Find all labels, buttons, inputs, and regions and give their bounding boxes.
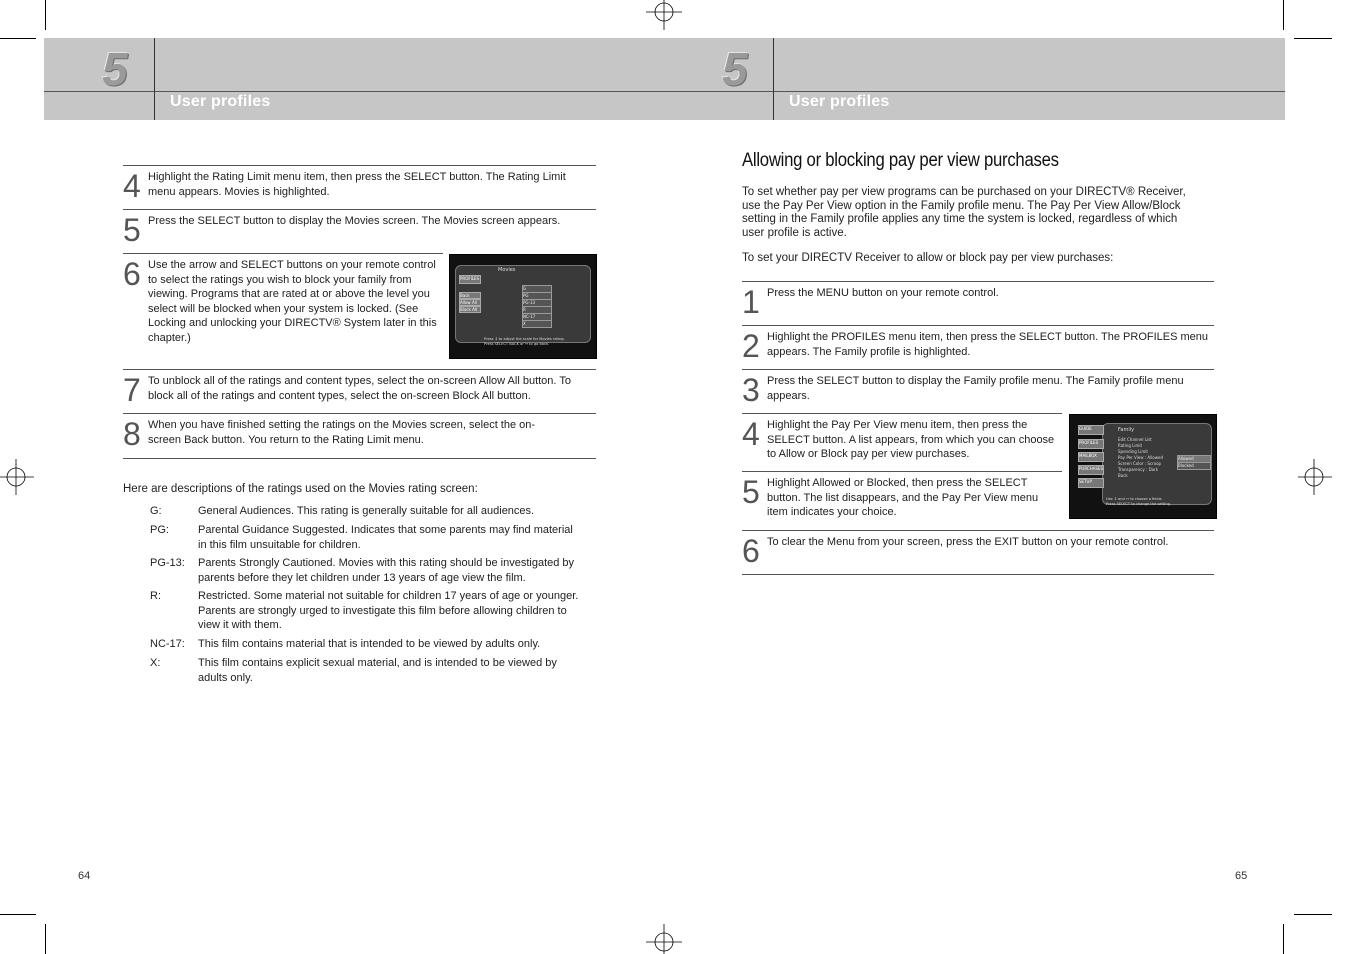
crop-mark bbox=[45, 924, 46, 954]
menu-item: Edit Channel List bbox=[1118, 437, 1152, 442]
step-number: 2 bbox=[742, 328, 760, 364]
step-number: 6 bbox=[742, 533, 760, 569]
rating-row bbox=[150, 656, 590, 688]
step-text: Highlight Allowed or Blocked, then press the SELECT button. The list disappears, and the Pay Per View menu item indicates your choice. bbox=[767, 477, 1039, 518]
rule bbox=[742, 574, 1214, 575]
step-number: 4 bbox=[123, 168, 141, 204]
crop-mark bbox=[1283, 924, 1284, 954]
step-text: Press the SELECT button to display the Movies screen. The Movies screen appears. bbox=[148, 215, 561, 227]
intro-paragraph: To set whether pay per view programs can be purchased on your DIRECTV® Receiver, use the Pay Per View option in the Family profile menu. The Pay Per View Allow/Block setting in the Family profile applies any time the system is locked, regardless of which user profile is active. bbox=[742, 186, 1186, 239]
rating-row bbox=[150, 637, 590, 655]
rating-desc: This film contains explicit sexual material, and is intended to be viewed by adults only. bbox=[198, 657, 557, 684]
screen-title: Movies bbox=[498, 267, 516, 273]
step-5 bbox=[742, 471, 1062, 531]
rating-desc: Parental Guidance Suggested. Indicates that some parents may find material in this film unsuitable for children. bbox=[198, 524, 573, 551]
step-text: Highlight the Pay Per View menu item, then press the SELECT button. A list appears, from which you can choose to Allow or Block pay per view purchases. bbox=[767, 419, 1055, 460]
step-text: Highlight the Rating Limit menu item, then press the SELECT button. The Rating Limit menu appears. Movies is highlighted. bbox=[148, 171, 566, 198]
crop-mark bbox=[1283, 0, 1284, 30]
screen-footer: Press SELECT to change the setting. bbox=[1106, 502, 1172, 506]
crop-mark bbox=[1294, 38, 1332, 39]
rating-desc: General Audiences. This rating is generally suitable for all audiences. bbox=[198, 505, 535, 517]
option-label: Blocked bbox=[1178, 463, 1194, 468]
step-4 bbox=[742, 413, 1062, 471]
intro-line: To set your DIRECTV Receiver to allow or block pay per view purchases: bbox=[742, 252, 1114, 264]
rating-label: PG-13 bbox=[523, 300, 536, 305]
side-button: Allow All bbox=[459, 299, 481, 306]
list-option bbox=[1177, 462, 1211, 470]
step-number: 1 bbox=[742, 284, 760, 320]
rating-label: R bbox=[523, 307, 526, 312]
rating-row bbox=[150, 556, 590, 588]
rating-desc: This film contains material that is intended to be viewed by adults only. bbox=[198, 638, 541, 650]
step-text: Press the SELECT button to display the Family profile menu. The Family profile menu appears. bbox=[767, 375, 1184, 402]
menu-item: Rating Limit bbox=[1118, 443, 1143, 448]
menu-item: Transparency : Dark bbox=[1118, 467, 1159, 472]
ratings-intro: Here are descriptions of the ratings used on the Movies rating screen: bbox=[123, 483, 478, 495]
menu-item: Spending Limit bbox=[1118, 449, 1148, 454]
side-button: PROFILES bbox=[1078, 439, 1104, 449]
menu-item: Screen Color : Scroop bbox=[1118, 461, 1162, 466]
rating-label: NC-17 bbox=[523, 314, 536, 319]
side-button: MAILBOX bbox=[1078, 452, 1104, 462]
side-button: SETUP bbox=[1078, 478, 1104, 488]
step-text: Highlight the PROFILES menu item, then press the SELECT button. The PROFILES menu appears. The Family profile is highlighted. bbox=[767, 331, 1209, 358]
rating-desc: Parents Strongly Cautioned. Movies with this rating should be investigated by parents before they let children under 13 years of age view the film. bbox=[198, 557, 575, 584]
side-button: PROFILES bbox=[459, 275, 481, 284]
option-label: Allowed bbox=[1178, 456, 1194, 461]
rating-code: X: bbox=[150, 657, 161, 669]
rule bbox=[123, 458, 596, 459]
screen-title: Family bbox=[1118, 427, 1135, 433]
crop-mark bbox=[1294, 914, 1332, 915]
registration-mark-icon bbox=[1296, 459, 1332, 495]
step-number: 8 bbox=[123, 416, 141, 452]
rating-label: G bbox=[523, 286, 527, 291]
rating-code: R: bbox=[150, 590, 161, 602]
step-1 bbox=[742, 281, 1214, 326]
step-text: To clear the Menu from your screen, press the EXIT button on your remote control. bbox=[767, 536, 1169, 548]
side-button: Back bbox=[459, 292, 481, 299]
registration-mark-icon bbox=[646, 918, 682, 954]
rating-code: PG: bbox=[150, 524, 169, 536]
crop-mark bbox=[0, 914, 36, 915]
step-8 bbox=[123, 413, 596, 459]
side-button: PURCHASES bbox=[1078, 465, 1104, 475]
menu-item: Back bbox=[1118, 473, 1128, 478]
side-button: GUIDE bbox=[1078, 425, 1104, 435]
rating-label: X bbox=[523, 321, 526, 326]
step-number: 5 bbox=[123, 212, 141, 248]
crop-mark bbox=[45, 0, 46, 30]
menu-item: Pay Per View : Allowed bbox=[1118, 455, 1164, 460]
step-number: 5 bbox=[742, 474, 760, 510]
chapter-number: 5 bbox=[102, 43, 128, 95]
step-3 bbox=[742, 369, 1214, 414]
step-7 bbox=[123, 369, 596, 414]
screen-footer: Press ↕ to adjust the scale for Movies rating. bbox=[484, 337, 565, 341]
rating-code: G: bbox=[150, 505, 162, 517]
step-4 bbox=[123, 165, 596, 210]
movies-screen-image bbox=[449, 254, 597, 359]
side-button: Block All bbox=[459, 306, 481, 313]
rating-label: PG bbox=[523, 293, 529, 298]
section-title: User profiles bbox=[789, 93, 890, 110]
header-band-right bbox=[674, 38, 1285, 120]
step-number: 4 bbox=[742, 416, 760, 452]
step-text: To unblock all of the ratings and content types, select the on-screen Allow All button. To block all of the ratings and content types, select the on-screen Block All button. bbox=[148, 375, 571, 402]
page-number: 64 bbox=[78, 870, 91, 882]
screen-footer: Use ↕ and ↔ to choose a fields bbox=[1106, 497, 1162, 501]
step-text: When you have finished setting the ratings on the Movies screen, select the on-screen Back button. You return to the Rating Limit menu. bbox=[148, 419, 536, 446]
crop-mark bbox=[0, 38, 36, 39]
step-text: Use the arrow and SELECT buttons on your remote control to select the ratings you wish to block your family from viewing. Programs that are rated at or above the level you select will be blocked when your system is locked. (See Locking and unlocking your DIRECTV® System later in this chapter.) bbox=[148, 259, 437, 344]
step-2 bbox=[742, 325, 1214, 370]
step-5 bbox=[123, 209, 596, 254]
step-6 bbox=[742, 530, 1214, 575]
registration-mark-icon bbox=[646, 0, 682, 36]
step-number: 6 bbox=[123, 256, 141, 292]
header-band-left bbox=[44, 38, 674, 120]
rating-box bbox=[522, 320, 552, 328]
rating-code: NC-17: bbox=[150, 638, 185, 650]
rating-row bbox=[150, 504, 590, 522]
page-heading: Allowing or blocking pay per view purchases bbox=[742, 150, 1059, 171]
registration-mark-icon bbox=[0, 459, 36, 495]
rating-row bbox=[150, 523, 590, 555]
section-title: User profiles bbox=[170, 93, 271, 110]
step-number: 3 bbox=[742, 372, 760, 408]
page-number: 65 bbox=[1235, 870, 1248, 882]
screen-footer: Press SELECT BACK or ↔ to go back. bbox=[484, 342, 550, 346]
step-6 bbox=[123, 253, 443, 370]
rating-code: PG-13: bbox=[150, 557, 185, 569]
step-number: 7 bbox=[123, 372, 141, 408]
chapter-number: 5 bbox=[722, 43, 748, 95]
family-screen-image bbox=[1069, 414, 1217, 519]
rating-desc: Restricted. Some material not suitable for children 17 years of age or younger. Parents are strongly urged to investigate this film before allowing children to view it with them. bbox=[198, 590, 579, 631]
step-text: Press the MENU button on your remote control. bbox=[767, 287, 999, 299]
rating-row bbox=[150, 589, 590, 635]
